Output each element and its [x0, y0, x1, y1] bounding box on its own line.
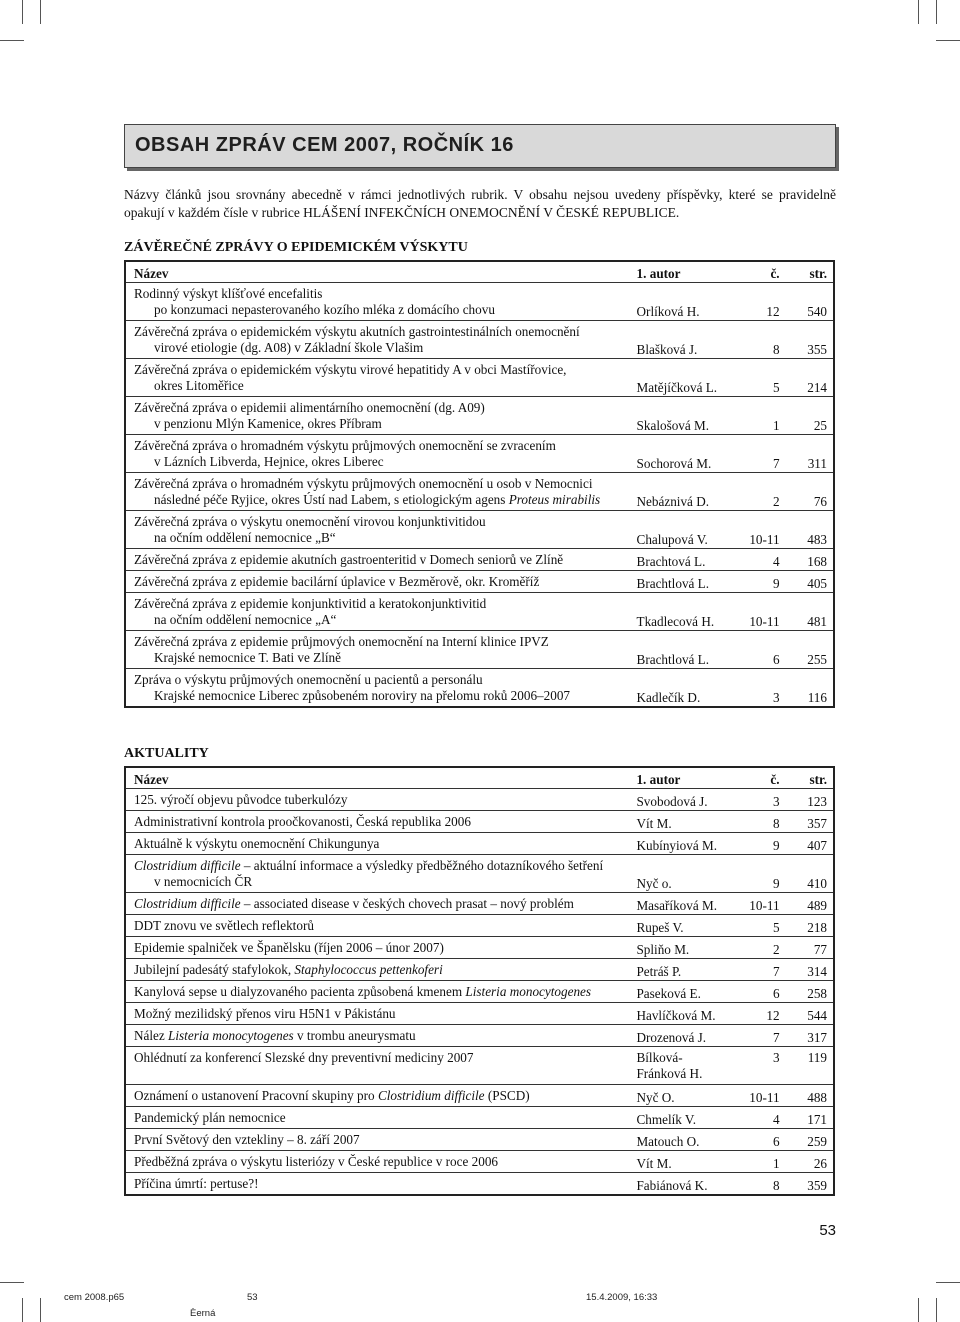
crop-mark: [22, 0, 23, 24]
author-cell: [632, 937, 737, 959]
author-name: Havlíčková M.: [636, 1008, 716, 1023]
crop-mark: [0, 1282, 24, 1283]
article-title-cell: [125, 833, 632, 855]
table-row: [125, 1085, 834, 1107]
issue-number-cell: 2: [738, 937, 786, 959]
crop-mark: [936, 1282, 960, 1283]
article-title-cell: [125, 1025, 632, 1047]
table-header-row: [125, 261, 834, 283]
crop-mark: [40, 1298, 41, 1322]
column-header-page: str.: [786, 261, 834, 283]
article-title-cell: [125, 593, 633, 631]
author-cell: [632, 855, 737, 893]
article-title-cell: [125, 959, 632, 981]
article-title-text: DDT znovu ve světlech reflektorů: [134, 918, 314, 933]
article-title-continuation: [134, 612, 629, 628]
page-cell: 317: [786, 1025, 834, 1047]
column-header-page: str.: [786, 767, 834, 789]
table-row: [125, 893, 834, 915]
article-title-line: [134, 1050, 628, 1066]
article-title-italic: Listeria monocytogenes: [168, 1028, 294, 1043]
issue-number-cell: 3: [738, 789, 786, 811]
author-name: Chmelík V.: [636, 1112, 697, 1127]
article-title-text: Administrativní kontrola proočkovanosti, Česká republika 2006: [134, 814, 471, 829]
article-title-text: Předběžná zpráva o výskytu listeriózy v České republice v roce 2006: [134, 1154, 499, 1169]
issue-number-cell: 10-11: [738, 893, 786, 915]
article-title-continuation: [134, 688, 629, 704]
article-title-cell: [125, 915, 632, 937]
table-row: [125, 959, 834, 981]
author-cell: Brachtlová L.: [633, 571, 738, 593]
article-title-cell: [125, 1047, 632, 1085]
article-title-continuation: [134, 340, 629, 356]
article-title-italic: Clostridium difficile: [377, 1088, 485, 1103]
table-row: [125, 789, 834, 811]
issue-number-cell: 9: [738, 833, 786, 855]
table-row: [125, 1047, 834, 1085]
table-row: [125, 855, 834, 893]
column-header-author: 1. autor: [633, 261, 738, 283]
table-row: [125, 1129, 834, 1151]
table-row: [125, 549, 834, 571]
table-row: [125, 571, 834, 593]
article-title-cell: [125, 981, 632, 1003]
article-title-continuation: [134, 302, 629, 318]
page-cell: 77: [786, 937, 834, 959]
article-title-line: [134, 984, 628, 1000]
article-title-continuation: v nemocnicích ČR: [154, 874, 253, 889]
issue-number-cell: 8: [738, 811, 786, 833]
article-title-cell: [125, 669, 633, 708]
crop-mark: [40, 0, 41, 24]
crop-mark: [22, 1298, 23, 1322]
section-heading-final-reports: ZÁVĚREČNÉ ZPRÁVY O EPIDEMICKÉM VÝSKYTU: [124, 240, 468, 255]
article-title-continuation: [134, 492, 629, 508]
author-cell: [632, 1025, 737, 1047]
issue-number-cell: 10-11: [738, 511, 786, 549]
article-title-cell: [125, 321, 633, 359]
page-cell: 410: [786, 855, 834, 893]
table-row: [125, 473, 834, 511]
author-cell: [632, 893, 737, 915]
page-cell: 25: [786, 397, 834, 435]
article-title-text: virové etiologie (dg. A08) v Základní škole Vlašim: [154, 340, 424, 355]
article-title-cell: [125, 1129, 632, 1151]
article-title-cell: [125, 1107, 632, 1129]
crop-mark: [936, 1298, 937, 1322]
table-row: [125, 435, 834, 473]
issue-number-cell: 12: [738, 1003, 786, 1025]
page-cell: 488: [786, 1085, 834, 1107]
author-name: Paseková E.: [636, 986, 701, 1001]
crop-mark: [936, 0, 937, 24]
issue-number-cell: 5: [738, 915, 786, 937]
author-cell: [632, 1047, 737, 1085]
article-title-cell: [125, 1085, 632, 1107]
article-title-text: Pandemický plán nemocnice: [134, 1110, 286, 1125]
author-cell: [632, 1129, 737, 1151]
author-name: Svobodová J.: [636, 794, 708, 809]
author-cell: Matějíčková L.: [633, 359, 738, 397]
article-title-line: [134, 962, 628, 978]
article-title-text: Ohlédnutí za konferencí Slezské dny preventivní mediciny 2007: [134, 1050, 474, 1065]
issue-number-cell: 9: [738, 571, 786, 593]
article-title-line: Závěrečná zpráva z epidemie akutních gastroenteritid v Domech seniorů ve Zlíně: [134, 552, 564, 567]
article-title-cell: [125, 473, 633, 511]
page-cell: 116: [807, 690, 827, 705]
page-cell: 405: [786, 571, 834, 593]
article-title-italic: Clostridium difficile: [134, 858, 241, 873]
table-row: [125, 669, 834, 708]
article-title-text: Krajské nemocnice Liberec způsobeném noroviry na přelomu roků 2006–2007: [154, 688, 571, 703]
article-title-line: [134, 858, 628, 874]
article-title-text: První Světový den vztekliny – 8. září 2007: [134, 1132, 360, 1147]
table-row: [125, 1173, 834, 1196]
page-cell: 214: [786, 359, 834, 397]
article-title-text: Možný mezilidský přenos viru H5N1 v Pákistánu: [134, 1006, 396, 1021]
author-name: Bílková-: [636, 1050, 683, 1065]
article-title-cell: [125, 893, 632, 915]
article-title-continuation: [134, 650, 629, 666]
author-name-continuation: Fránková H.: [636, 1066, 703, 1081]
author-cell: Blašková J.: [633, 321, 738, 359]
title-banner: [124, 124, 836, 168]
page-cell: 481: [786, 593, 834, 631]
article-title-italic: Staphylococcus pettenkoferi: [294, 962, 443, 977]
author-cell: [632, 915, 737, 937]
article-title-line: Závěrečná zpráva o epidemickém výskytu virové hepatitidy A v obci Mastířovice,: [134, 362, 567, 377]
article-title-text: 125. výročí objevu původce tuberkulózy: [134, 792, 348, 807]
page-cell: 544: [786, 1003, 834, 1025]
article-title-text: na očním oddělení nemocnice „A“: [154, 612, 337, 627]
article-title-line: Rodinný výskyt klíšťové encefalitis: [134, 286, 323, 301]
author-name: Drozenová J.: [636, 1030, 707, 1045]
article-title-line: [134, 814, 628, 830]
page-cell: 171: [786, 1107, 834, 1129]
article-title-continuation: [134, 454, 629, 470]
article-title-cell: [125, 789, 632, 811]
intro-paragraph: Názvy článků jsou srovnány abecedně v rámci jednotlivých rubrik. V obsahu nejsou uvedeny příspěvky, které se pravidelně opakují v každém čísle v rubrice HLÁŠENÍ INFEKČNÍCH ONEMOCNĚNÍ V ČESKÉ REPUBLICE.: [124, 187, 836, 220]
article-title-line: Závěrečná zpráva o epidemii alimentárního onemocnění (dg. A09): [134, 400, 485, 415]
article-title-cell: [125, 397, 633, 435]
article-title-cell: [125, 1173, 632, 1196]
article-title-italic: Proteus mirabilis: [508, 492, 601, 507]
article-title-cell: [125, 283, 633, 321]
article-title-cell: [125, 511, 633, 549]
article-title-line: [134, 1176, 628, 1192]
page-cell: 311: [786, 435, 834, 473]
crop-mark: [918, 1298, 919, 1322]
issue-number-cell: 9: [738, 855, 786, 893]
article-title-line: [134, 1028, 628, 1044]
article-title-line: Závěrečná zpráva o epidemickém výskytu akutních gastrointestinálních onemocnění: [134, 324, 580, 339]
footer-color-label: Èerná: [190, 1308, 216, 1319]
article-title-text: v penzionu Mlýn Kamenice, okres Příbram: [154, 416, 382, 431]
article-title-line: [134, 1132, 628, 1148]
table-row: [125, 397, 834, 435]
author-cell: [632, 1173, 737, 1196]
article-title-text: po konzumaci nepasterovaného kozího mléka z domácího chovu: [154, 302, 495, 317]
article-title-text: následné péče Ryjice, okres Ústí nad Labem, s etiologickým agens: [154, 492, 506, 507]
issue-number-cell: 8: [772, 1178, 780, 1193]
article-title-text: – associated disease v českých chovech prasat – nový problém: [240, 896, 574, 911]
article-title-text: (PSCD): [484, 1088, 530, 1103]
table-row: [125, 511, 834, 549]
column-header-title: Název: [125, 767, 632, 789]
author-cell: [632, 959, 737, 981]
article-title-cell: [125, 571, 633, 593]
author-name: Masaříková M.: [636, 898, 718, 913]
issue-number-cell: 1: [738, 397, 786, 435]
issue-number-cell: 6: [738, 1129, 786, 1151]
issue-number-cell: 3: [738, 1047, 786, 1085]
article-title-line: [134, 940, 628, 956]
article-title-cell: [125, 549, 633, 571]
article-title-text: Jubilejní padesátý stafylokok,: [134, 962, 295, 977]
section-heading-news: AKTUALITY: [124, 746, 209, 761]
issue-number-cell: 3: [773, 690, 780, 705]
article-title-cell: [125, 1151, 632, 1173]
table-row: [125, 981, 834, 1003]
page-cell: 255: [786, 631, 834, 669]
page-cell: 359: [807, 1178, 827, 1193]
table-row: [125, 1025, 834, 1047]
footer-filename: cem 2008.p65: [64, 1292, 125, 1303]
issue-number-cell: 5: [738, 359, 786, 397]
issue-number-cell: 7: [738, 959, 786, 981]
table-row: [125, 321, 834, 359]
table-row: [125, 937, 834, 959]
author-cell: Brachtová L.: [633, 549, 738, 571]
article-title-text: Kanylová sepse u dialyzovaného pacienta způsobená kmenem: [134, 984, 466, 999]
footer-datetime: 15.4.2009, 16:33: [586, 1292, 658, 1303]
issue-number-cell: 4: [738, 549, 786, 571]
article-title-line: Závěrečná zpráva z epidemie konjunktivitid a keratokonjunktivitid: [134, 596, 487, 611]
page-cell: 357: [786, 811, 834, 833]
article-title-line: [134, 792, 628, 808]
page-cell: 259: [786, 1129, 834, 1151]
column-header-number: č.: [738, 261, 786, 283]
issue-number-cell: 6: [738, 631, 786, 669]
author-cell: [632, 1151, 737, 1173]
author-cell: [632, 1107, 737, 1129]
page-cell: 119: [786, 1047, 834, 1085]
table-row: [125, 811, 834, 833]
crop-mark: [936, 40, 960, 41]
author-name: Spliňo M.: [636, 942, 690, 957]
article-title-line: Zpráva o výskytu průjmových onemocnění u pacientů a personálu: [134, 672, 483, 687]
crop-mark: [0, 40, 24, 41]
article-title-continuation: [134, 378, 629, 394]
article-title-line: [134, 896, 628, 912]
author-name: Petráš P.: [636, 964, 682, 979]
issue-number-cell: 12: [738, 283, 786, 321]
page-title: OBSAH ZPRÁV CEM 2007, ROČNÍK 16: [135, 134, 514, 156]
page-number: 53: [819, 1222, 836, 1239]
article-title-cell: [125, 855, 632, 893]
table-row: [125, 359, 834, 397]
news-table: [124, 766, 835, 1196]
table-row: [125, 631, 834, 669]
article-title-text: Aktuálně k výskytu onemocnění Chikungunya: [134, 836, 380, 851]
article-title-text: v Lázních Libverda, Hejnice, okres Liberec: [154, 454, 384, 469]
footer-sheet-number: 53: [247, 1292, 258, 1303]
author-cell: [632, 811, 737, 833]
issue-number-cell: 10-11: [738, 593, 786, 631]
article-title-text: v trombu aneurysmatu: [293, 1028, 416, 1043]
article-title-line: [134, 1088, 628, 1104]
page-cell: 540: [786, 283, 834, 321]
article-title-line: [134, 1110, 628, 1126]
article-title-text: – aktuální informace a výsledky předběžného dotazníkového šetření: [240, 858, 604, 873]
crop-mark: [918, 0, 919, 24]
article-title-line: Závěrečná zpráva o hromadném výskytu průjmových onemocnění se zvracením: [134, 438, 556, 453]
page-cell: 218: [786, 915, 834, 937]
article-title-line: [134, 1154, 628, 1170]
article-title-line: Závěrečná zpráva o hromadném výskytu průjmových onemocnění u osob v Nemocnici: [134, 476, 593, 491]
author-name: Kubínyiová M.: [636, 838, 718, 853]
article-title-cell: [125, 937, 632, 959]
article-title-text: okres Litoměřice: [154, 378, 244, 393]
issue-number-cell: 4: [738, 1107, 786, 1129]
page-cell: 26: [786, 1151, 834, 1173]
table-row: [125, 283, 834, 321]
article-title-line: Závěrečná zpráva z epidemie průjmových onemocnění na Interní klinice IPVZ: [134, 634, 549, 649]
author-name: Nyč O.: [636, 1090, 675, 1105]
article-title-continuation: [134, 416, 629, 432]
page-cell: 407: [786, 833, 834, 855]
column-header-author: 1. autor: [632, 767, 737, 789]
author-name: Vít M.: [636, 1156, 672, 1171]
article-title-line: [134, 918, 628, 934]
author-cell: [632, 1085, 737, 1107]
author-cell: Skalošová M.: [633, 397, 738, 435]
page-cell: 258: [786, 981, 834, 1003]
page-cell: 168: [786, 549, 834, 571]
table-row: [125, 1003, 834, 1025]
issue-number-cell: 2: [738, 473, 786, 511]
author-name: Fabiánová K.: [636, 1178, 708, 1193]
article-title-text: Oznámení o ustanovení Pracovní skupiny pro: [134, 1088, 378, 1103]
article-title-italic: Listeria monocytogenes: [465, 984, 592, 999]
author-cell: Tkadlecová H.: [633, 593, 738, 631]
author-cell: Nebáznivá D.: [633, 473, 738, 511]
author-cell: Chalupová V.: [633, 511, 738, 549]
page-cell: 123: [786, 789, 834, 811]
issue-number-cell: 10-11: [738, 1085, 786, 1107]
article-title-text: Krajské nemocnice T. Bati ve Zlíně: [154, 650, 341, 665]
article-title-line: [134, 1006, 628, 1022]
table-row: [125, 833, 834, 855]
page-cell: 489: [786, 893, 834, 915]
article-title-line: Závěrečná zpráva o výskytu onemocnění virovou konjunktivitidou: [134, 514, 486, 529]
article-title-italic: Clostridium difficile: [134, 896, 241, 911]
article-title-text: Příčina úmrtí: pertuse?!: [134, 1176, 259, 1191]
author-cell: [632, 981, 737, 1003]
author-cell: [632, 1003, 737, 1025]
column-header-title: Název: [125, 261, 633, 283]
page-cell: 355: [786, 321, 834, 359]
table-header-row: [125, 767, 834, 789]
final-reports-table: [124, 260, 835, 708]
article-title-cell: [125, 359, 633, 397]
table-row: [125, 915, 834, 937]
article-title-cell: [125, 1003, 632, 1025]
author-cell: [632, 789, 737, 811]
author-name: Rupeš V.: [636, 920, 684, 935]
article-title-cell: [125, 811, 632, 833]
issue-number-cell: 1: [738, 1151, 786, 1173]
author-name: Vít M.: [636, 816, 672, 831]
author-cell: Orlíková H.: [633, 283, 738, 321]
issue-number-cell: 7: [738, 1025, 786, 1047]
table-row: [125, 1107, 834, 1129]
article-title-cell: [125, 631, 633, 669]
column-header-number: č.: [738, 767, 786, 789]
author-cell: Sochorová M.: [633, 435, 738, 473]
article-title-text: na očním oddělení nemocnice „B“: [154, 530, 336, 545]
issue-number-cell: 6: [738, 981, 786, 1003]
page-cell: 483: [786, 511, 834, 549]
article-title-continuation: [134, 530, 629, 546]
author-cell: Brachtlová L.: [633, 631, 738, 669]
table-row: [125, 593, 834, 631]
page-cell: 314: [786, 959, 834, 981]
article-title-cell: [125, 435, 633, 473]
issue-number-cell: 7: [738, 435, 786, 473]
author-name: Matouch O.: [636, 1134, 700, 1149]
author-name: Nyč o.: [636, 876, 672, 891]
author-cell: Kadlečík D.: [636, 690, 701, 705]
table-row: [125, 1151, 834, 1173]
author-cell: [632, 833, 737, 855]
article-title-text: Nález: [134, 1028, 169, 1043]
page-cell: 76: [786, 473, 834, 511]
article-title-line: Závěrečná zpráva z epidemie bacilární úplavice v Bezměrově, okr. Kroměříž: [134, 574, 540, 589]
issue-number-cell: 8: [738, 321, 786, 359]
article-title-line: [134, 836, 628, 852]
article-title-text: Epidemie spalniček ve Španělsku (říjen 2006 – únor 2007): [134, 940, 444, 955]
